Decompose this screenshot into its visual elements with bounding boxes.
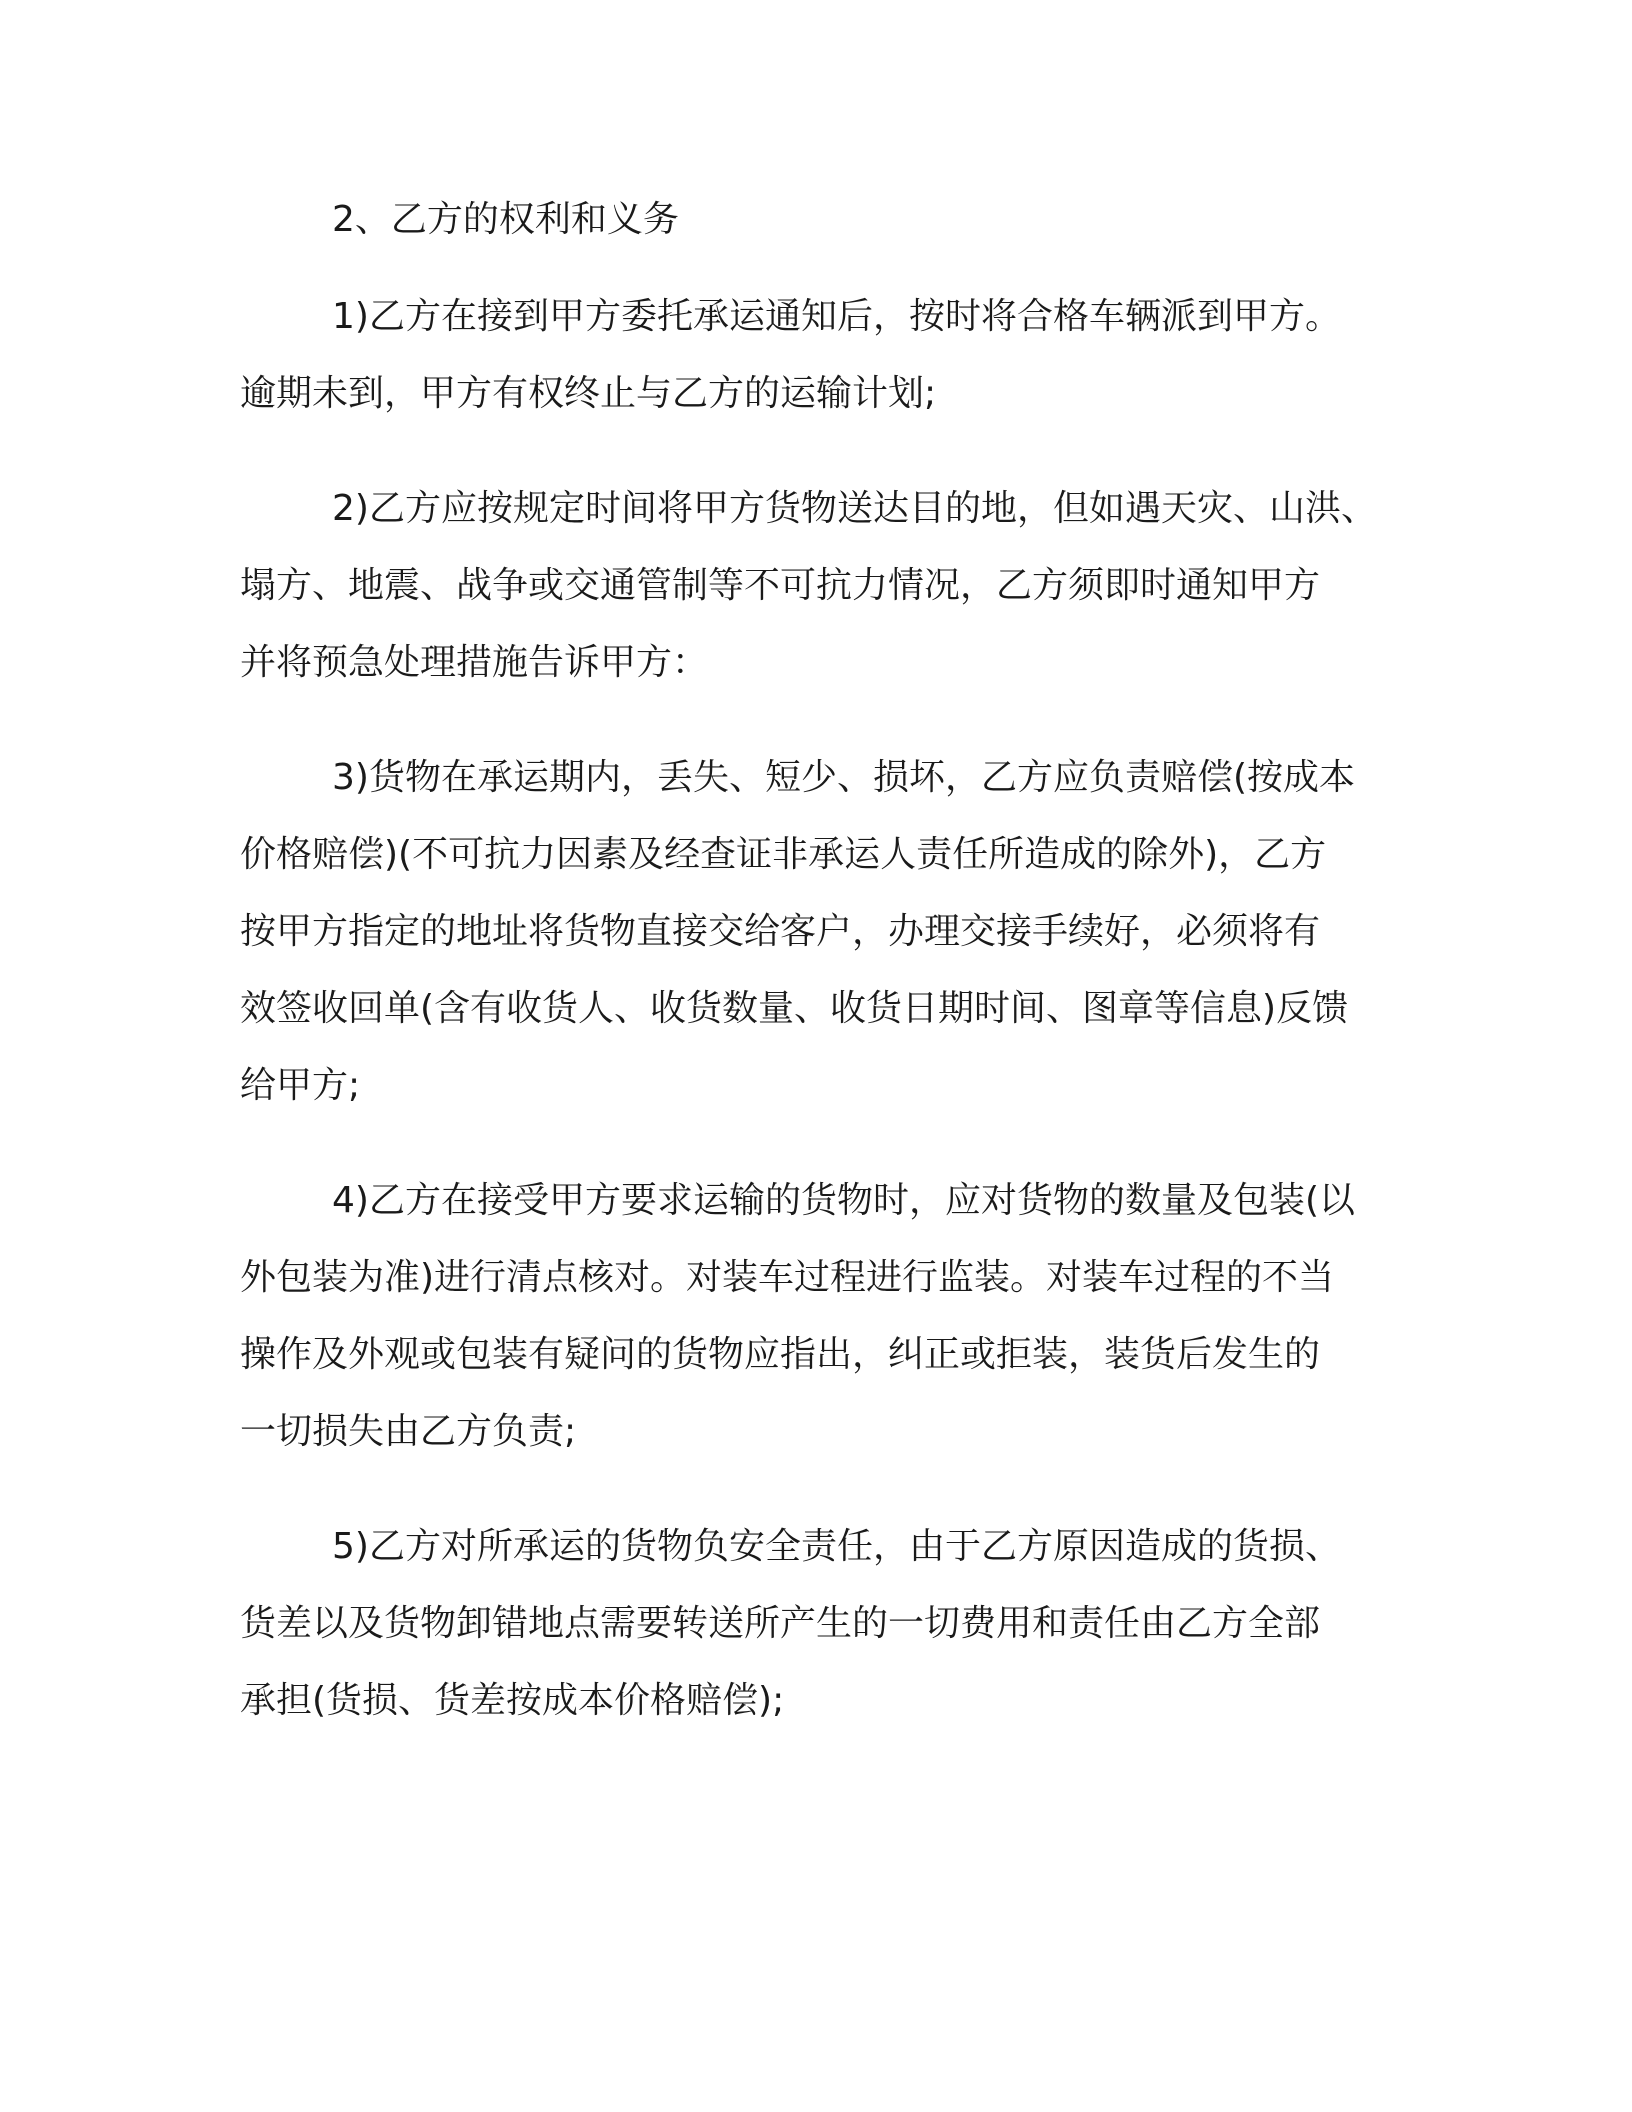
clause-line: 按甲方指定的地址将货物直接交给客户，办理交接手续好，必须将有: [240, 911, 1321, 952]
clause-line: 效签收回单(含有收货人、收货数量、收货日期时间、图章等信息)反馈: [240, 988, 1349, 1029]
clause-2: [240, 470, 1402, 701]
clause-line: 价格赔偿)(不可抗力因素及经查证非承运人责任所造成的除外)，乙方: [240, 834, 1327, 875]
document-body: [240, 190, 1402, 1777]
clause-line: 3)货物在承运期内，丢失、短少、损坏，乙方应负责赔偿(按成本: [332, 757, 1355, 798]
clause-line: 逾期未到，甲方有权终止与乙方的运输计划;: [240, 373, 937, 414]
clause-1: [240, 278, 1402, 432]
clause-line: 并将预急处理措施告诉甲方：: [240, 642, 709, 683]
clause-line: 操作及外观或包装有疑问的货物应指出，纠正或拒装，装货后发生的: [240, 1334, 1321, 1375]
clause-line: 承担(货损、货差按成本价格赔偿);: [240, 1680, 785, 1721]
clause-line: 1)乙方在接到甲方委托承运通知后，按时将合格车辆派到甲方。: [332, 296, 1341, 337]
clause-line: 外包装为准)进行清点核对。对装车过程进行监装。对装车过程的不当: [240, 1257, 1335, 1298]
clause-4: [240, 1162, 1402, 1470]
clause-5: [240, 1508, 1402, 1739]
clause-line: 一切损失由乙方负责;: [240, 1411, 577, 1452]
clause-line: 5)乙方对所承运的货物负安全责任，由于乙方原因造成的货损、: [332, 1526, 1341, 1567]
section-heading: 2、乙方的权利和义务: [332, 199, 679, 240]
clause-line: 4)乙方在接受甲方要求运输的货物时，应对货物的数量及包装(以: [332, 1180, 1355, 1221]
clause-line: 给甲方;: [240, 1065, 361, 1106]
clause-line: 塌方、地震、战争或交通管制等不可抗力情况，乙方须即时通知甲方: [240, 565, 1321, 606]
clause-line: 货差以及货物卸错地点需要转送所产生的一切费用和责任由乙方全部: [240, 1603, 1321, 1644]
clause-3: [240, 739, 1402, 1124]
clause-line: 2)乙方应按规定时间将甲方货物送达目的地，但如遇天灾、山洪、: [332, 488, 1377, 529]
